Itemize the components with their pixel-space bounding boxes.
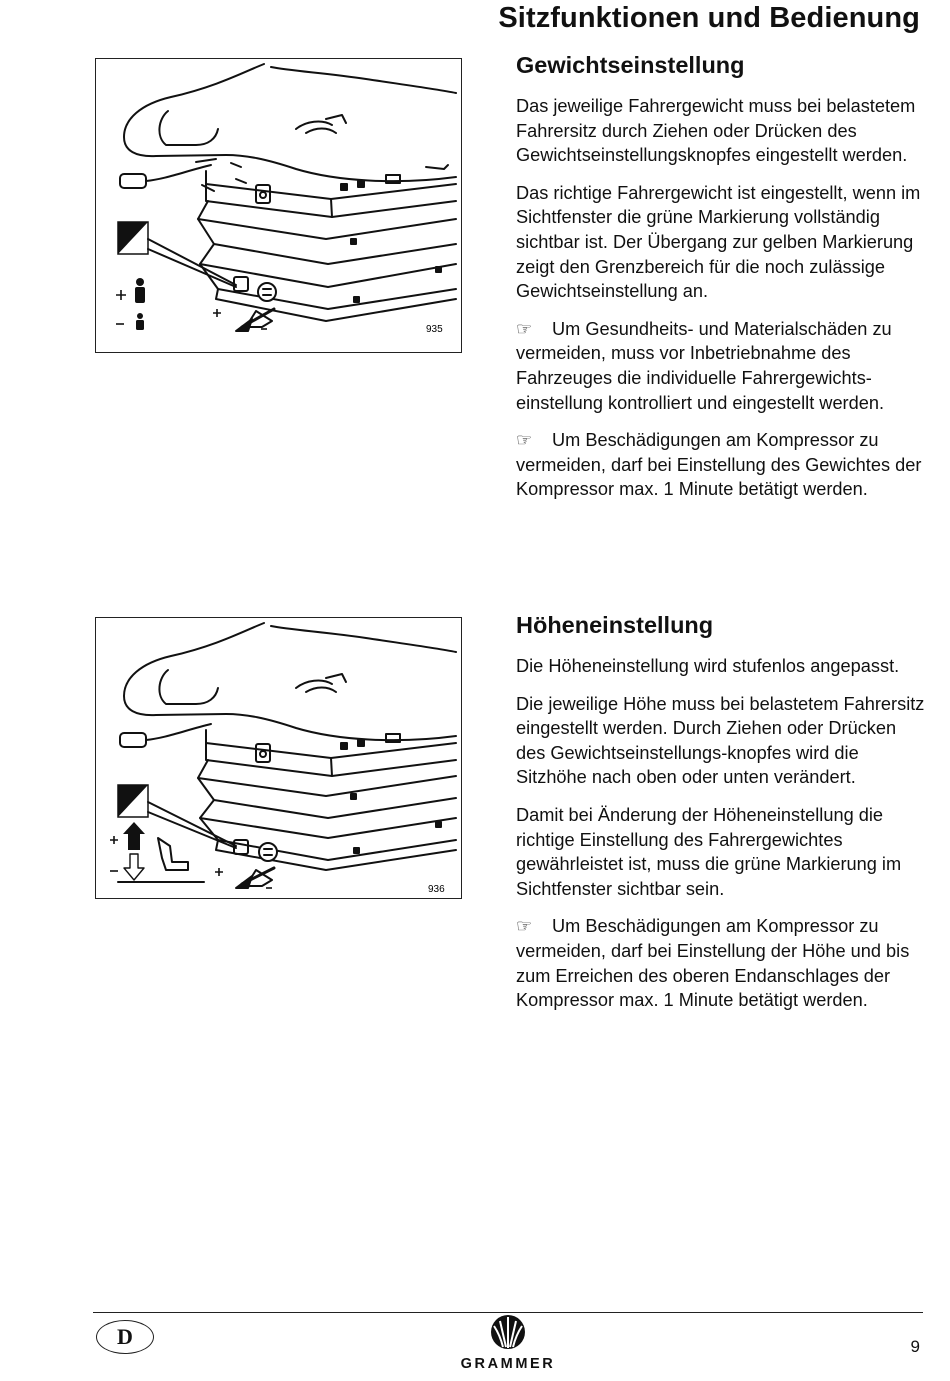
seat-height-illustration xyxy=(96,618,461,898)
figure-number: 935 xyxy=(426,324,443,335)
grammer-logo-icon xyxy=(489,1314,527,1350)
pointing-hand-icon: ☞ xyxy=(516,318,533,339)
weight-note-1 xyxy=(516,317,928,415)
page-title: Sitzfunktionen und Bedienung xyxy=(498,2,920,34)
section-weight-adjustment xyxy=(516,52,928,515)
weight-paragraph-2: Das richtige Fahrergewicht ist eingestellt, wenn im Sichtfenster die grüne Markierung vollständig sichtbar ist. Der Übergang zur gelben Markierung zeigt den Grenzbereich für die noch zulässige Gewichtseinstellung an. xyxy=(516,182,921,302)
height-paragraph-2: Die jeweilige Höhe muss bei belastetem Fahrersitz eingestellt werden. Durch Ziehen oder Drücken des Gewichtseinstellungs-knopfes wird die Sitzhöhe nach oben oder unten verändert. xyxy=(516,693,925,788)
language-badge: D xyxy=(96,1320,154,1354)
height-note-1 xyxy=(516,914,928,1012)
section-heading-weight: Gewichtseinstellung xyxy=(516,52,745,78)
weight-note-2 xyxy=(516,428,928,502)
height-note-1-text: Um Beschädigungen am Kompressor zu vermeiden, darf bei Einstellung der Höhe und bis zum Erreichen des oberen Endanschlages der Kompressor max. 1 Minute betätigt werden. xyxy=(516,916,910,1011)
section-heading-height: Höheneinstellung xyxy=(516,612,714,638)
seat-weight-illustration xyxy=(96,59,461,352)
figure-number: 936 xyxy=(428,884,445,895)
height-paragraph-1: Die Höheneinstellung wird stufenlos angepasst. xyxy=(516,656,900,676)
height-paragraph-3: Damit bei Änderung der Höheneinstellung die richtige Einstellung des Fahrergewichtes gewährleistet ist, muss die grüne Markierung im Sichtfenster sichtbar sein. xyxy=(516,804,902,899)
weight-paragraph-1: Das jeweilige Fahrergewicht muss bei belastetem Fahrersitz durch Ziehen oder Drücken des Gewichtseinstellungsknopfes eingestellt werden. xyxy=(516,96,916,166)
pointing-hand-icon: ☞ xyxy=(516,430,533,451)
weight-note-1-text: Um Gesundheits- und Materialschäden zu vermeiden, muss vor Inbetriebnahme des Fahrzeuges die individuelle Fahrergewichts-einstellung kontrolliert und eingestellt werden. xyxy=(516,318,892,413)
pointing-hand-icon: ☞ xyxy=(516,916,533,937)
brand-logo xyxy=(452,1314,564,1372)
page-number: 9 xyxy=(910,1337,920,1356)
section-height-adjustment xyxy=(516,612,928,1026)
figure-height-adjustment xyxy=(95,617,462,899)
weight-note-2-text: Um Beschädigungen am Kompressor zu vermeiden, darf bei Einstellung des Gewichtes der Kompressor max. 1 Minute betätigt werden. xyxy=(516,430,922,500)
footer-divider xyxy=(93,1312,923,1313)
brand-name: GRAMMER xyxy=(460,1356,556,1372)
figure-weight-adjustment xyxy=(95,58,462,353)
